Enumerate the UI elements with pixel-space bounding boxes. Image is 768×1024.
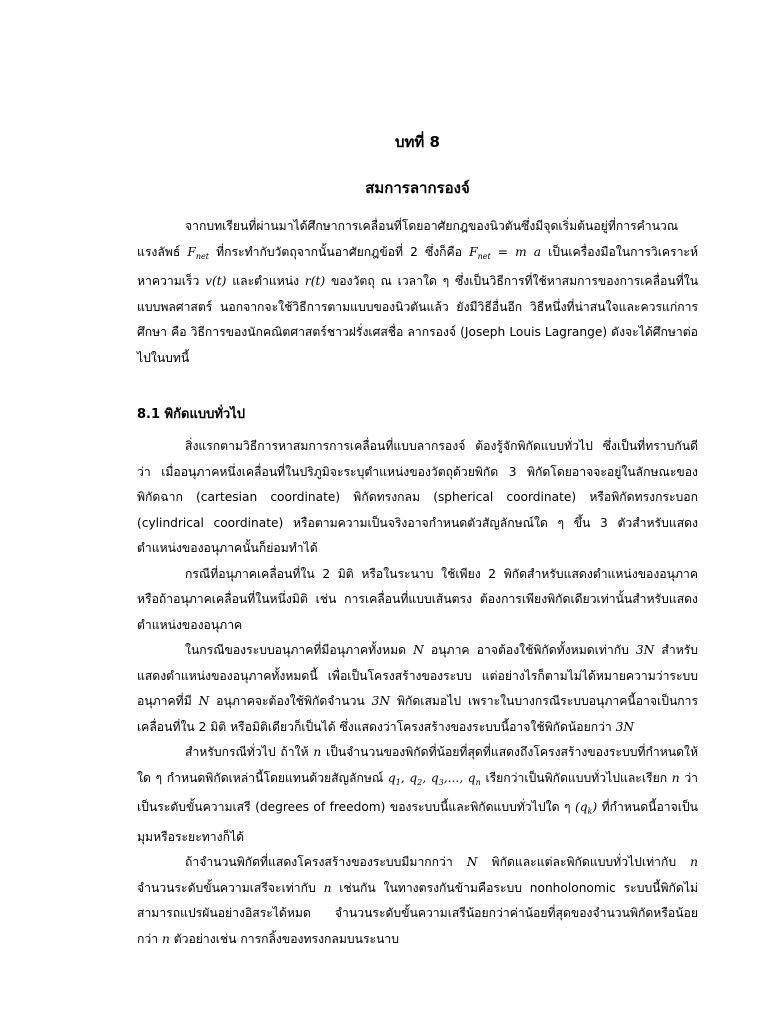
generalized-coordinate-list: $q_1$, $q_2$, $q_3$,..., $q_n$ <box>387 770 481 787</box>
symbol-n: n <box>671 770 680 785</box>
symbol-N: N <box>198 694 210 708</box>
position-symbol: r(t) <box>304 274 326 288</box>
symbol-N: N <box>413 643 424 657</box>
paragraph-coordinates: สิ่งแรกตามวิธีการหาสมการการเคลื่อนที่แบบลากรองจ์ ต้องรู้จักพิกัดแบบทั่วไป ซึ่งเป็นที่ทราบกันดีว่า เมื่ออนุภาคหนึ่งเคลื่อนที่ในปริภูมิจะระบุตำแหน่งของวัตถุด้วยพิกัด 3 พิกัดโดยอาจจะอยู่ในลักษณะของพิกัดฉาก (cartesian coordinate) พิกัดทรงกลม (spherical coordinate) หรือพิกัดทรงกระบอก (cylindrical coordinate) หรือตามความเป็นจริงอาจกำหนดตัวสัญลักษณ์ใด ๆ ขึ้น 3 ตัวสำหรับแสดงตำแหน่งของอนุภาคนั้นก็ย่อมทำได้ <box>137 439 698 555</box>
intro-text-2: ที่กระทำกับวัตถุจากนั้นอาศัยกฎข้อที่ 2 ซึ่งก็คือ <box>216 244 463 259</box>
symbol-3N: 3N <box>615 719 635 734</box>
chapter-title: สมการลากรองจ์ <box>365 179 470 197</box>
paragraph-dimensions: กรณีที่อนุภาคเคลื่อนที่ใน 2 มิติ หรือในระนาบ ใช้เพียง 2 พิกัดสำหรับแสดงตำแหน่งของอนุภาค หรือถ้าอนุภาคเคลื่อนที่ในหนึ่งมิติ เช่น การเคลื่อนที่แบบเส้นตรง ต้องการเพียงพิกัดเดียวเท่านั้นสำหรับแสดงตำแหน่งของอนุภาค <box>137 566 698 632</box>
newton-second-law: $F_{net} = m$ a <box>469 244 542 261</box>
symbol-n: n <box>690 855 698 869</box>
intro-text-5: ของวัตถุ ณ เวลาใด ๆ ซึ่งเป็นวิธีการที่ใช้หาสมการของการเคลื่อนที่ในแบบพลศาสตร์ นอกจากจะใช้วิธีการตามแบบของนิวตันแล้ว ยังมีวิธีอื่นอีก วิธีหนึ่งที่น่าสนใจและควรแก่การศึกษา คือ วิธีการของนักคณิตศาสตร์ชาวฝรั่งเศสชื่อ ลากรองจ์ (Joseph Louis Lagrange) ดังจะได้ศึกษาต่อไปในบทนี้ <box>137 274 699 365</box>
intro-text-1: จากบทเรียนที่ผ่านมาได้ศึกษาการเคลื่อนที่โดยอาศัยกฎของนิวตันซึ่งมีจุดเริ่มต้นอยู่ที่การคำนวณแรงลัพธ์ <box>137 219 679 259</box>
intro-text-3: เป็นเครื่องมือในการวิเคราะห์หาความเร็ว <box>137 244 699 288</box>
paragraph-particle-system: ในกรณีของระบบอนุภาคที่มีอนุภาคทั้งหมด N อนุภาค อาจต้องใช้พิกัดทั้งหมดเท่ากับ 3N สำหรับแสดงตำแหน่งของอนุภาคทั้งหมดนี้ เพื่อเป็นโครงสร้างของระบบ แต่อย่างไรก็ตามไม่ได้หมายความว่าระบบอนุภาคที่มี N อนุภาคจะต้องใช้พิกัดจำนวน 3N พิกัดเสมอไป เพราะในบางกรณีระบบอนุภาคนี้อาจเป็นการเคลื่อนที่ใน 2 มิติ หรือมิติเดียวก็เป็นได้ ซึ่งแสดงว่าโครงสร้างของระบบนี้อาจใช้พิกัดน้อยกว่า 3N <box>137 643 699 734</box>
paragraph-nonholonomic: ถ้าจำนวนพิกัดที่แสดงโครงสร้างของระบบมีมากกว่า N พิกัดและแต่ละพิกัดแบบทั่วไปเท่ากับ n จำนวนระดับขั้นความเสรีจะเท่ากับ n เช่นกัน ในทางตรงกันข้ามคือระบบ nonholonomic ระบบนี้พิกัดไม่สามารถแปรผันอย่างอิสระได้หมด จำนวนระดับขั้นความเสรีน้อยกว่าค่าน้อยที่สุดของจำนวนพิกัดหรือน้อยกว่า n ตัวอย่างเช่น การกลิ้งของทรงกลมบนระนาบ <box>137 855 699 946</box>
symbol-n: n <box>323 880 332 895</box>
symbol-n: n <box>161 931 170 946</box>
intro-paragraph <box>137 214 698 371</box>
velocity-symbol: v(t) <box>205 274 227 288</box>
symbol-qk: $(q_k)$ <box>574 800 598 816</box>
section-heading: 8.1 พิกัดแบบทั่วไป <box>137 407 245 422</box>
intro-text-4: และตำแหน่ง <box>232 274 300 288</box>
f-net-symbol: $F_{net}$ <box>187 244 209 261</box>
symbol-3N: 3N <box>371 694 391 708</box>
symbol-n: n <box>313 745 322 759</box>
symbol-3N: 3N <box>635 643 655 657</box>
symbol-N: N <box>466 855 478 869</box>
chapter-number: บทที่ 8 <box>395 133 440 151</box>
paragraph-generalized-coordinates: สำหรับกรณีทั่วไป ถ้าให้ n เป็นจำนวนของพิกัดที่น้อยที่สุดที่แสดงถึงโครงสร้างของระบบที่กำหนดให้ใด ๆ กำหนดพิกัดเหล่านี้โดยแทนด้วยสัญลักษณ์ $q_1$, $q_2$, $q_3$,..., $q_n$ เรียกว่าเป็นพิกัดแบบทั่วไปและเรียก n ว่าเป็นระดับขั้นความเสรี (degrees of freedom) ของระบบนี้และพิกัดแบบทั่วไปใด ๆ $(q_k)$ ที่กำหนดนี้อาจเป็นมุมหรือระยะทางก็ได้ <box>137 745 699 844</box>
